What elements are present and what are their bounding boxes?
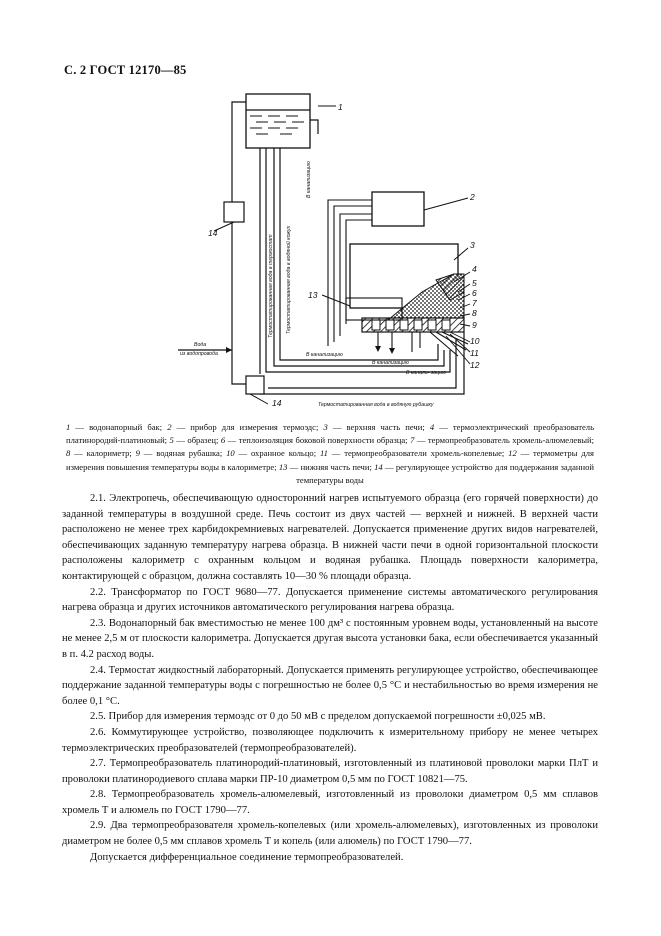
paragraph-2-1: 2.1. Электропечь, обеспечивающую односторонний нагрев испытуемого образца (его горячей поверхности) до заданной температуры в воздушной среде. Печь состоит из двух частей — верхней и нижней. В верхней части расположено не менее трех карбидокремниевых нагревателей. Допускается применение других видов нагревателей, обеспечивающих заданную температуру нагрева образца. В нижней части печи в одной горизонтальной плоскости расположены калориметр с охранным кольцом и водяная рубашка. Площадь поверхности калориметра, контактирующей с образцом, должна составлять 10—30 % площади образца. bbox=[62, 493, 598, 582]
caption-item-14: 14 — регулирующее устройство для поддержания заданной температуры воды bbox=[296, 461, 594, 485]
callout-9: 9 bbox=[472, 320, 477, 330]
paragraph-2-6: 2.6. Коммутирующее устройство, позволяющее подключить к измерительному прибору не менее четырех термоэлектрических преобразователей (термопреобразователей). bbox=[62, 726, 598, 754]
label-to-sewer-mid: В канализацию bbox=[372, 360, 409, 366]
label-to-sewer-right: В канали- зацию bbox=[406, 370, 446, 376]
label-water-supply-1: Вода bbox=[194, 342, 207, 348]
body-text bbox=[62, 491, 598, 865]
caption-item-6: 6 — теплоизоляция боковой поверхности образца; bbox=[220, 435, 408, 446]
label-to-sewer-top: В канализацию bbox=[306, 161, 312, 198]
label-to-sewer-low: В канализацию bbox=[306, 352, 343, 358]
callout-10: 10 bbox=[470, 336, 480, 346]
paragraph-2-8: 2.8. Термопреобразователь хромель-алюмелевый, изготовленный из проволоки диаметром 0,5 мм сплавов хромель Т и алюмель по ГОСТ 1790—77. bbox=[62, 789, 598, 816]
callout-12: 12 bbox=[470, 360, 480, 370]
label-to-thermostat-1: Термостатированная вода в термостат bbox=[268, 234, 274, 338]
caption-item-10: 10 — охранное кольцо; bbox=[226, 448, 317, 459]
paragraph-2-5: 2.5. Прибор для измерения термоэдс от 0 до 50 мВ с пределом допускаемой погрешности ±0,025 мВ. bbox=[90, 711, 546, 723]
callout-13: 13 bbox=[308, 290, 318, 300]
regulator-box-upper bbox=[224, 202, 244, 222]
paragraph-differential: Допускается дифференциальное соединение термопреобразователей. bbox=[90, 851, 404, 863]
label-to-thermostat-2: Термостатированная вода в водяной кожух bbox=[286, 225, 292, 334]
callout-2: 2 bbox=[470, 192, 475, 202]
label-water-supply-2: из водопровода bbox=[180, 351, 218, 357]
caption-item-8: 8 — калориметр; bbox=[66, 448, 132, 459]
water-tank bbox=[246, 94, 310, 148]
figure-caption bbox=[66, 421, 594, 487]
callout-14-upper: 14 bbox=[208, 228, 218, 238]
paragraph-2-9: 2.9. Два термопреобразователя хромель-копелевых (или хромель-алюмелевых), изготовленных из проволоки диаметром не более 0,5 мм сплавов хромель Т и копель (или алюмель) по ГОСТ 1790—77. bbox=[62, 820, 598, 848]
page-header: С. 2 ГОСТ 12170—85 bbox=[64, 63, 187, 77]
callout-4: 4 bbox=[472, 264, 477, 274]
caption-item-5: 5 — образец; bbox=[169, 435, 219, 446]
caption-item-11: 11 — термопреобразователи хромель-копелевые; bbox=[319, 448, 505, 459]
paragraph-2-7: 2.7. Термопреобразователь платинородий-платиновый, изготовленный из платиновой проволоки марки ПлТ и проволоки платинородиевого сплава марки ПР-10 диаметром 0,5 мм по ГОСТ 10821—75. bbox=[62, 758, 598, 785]
callout-3: 3 bbox=[470, 240, 475, 250]
callout-5: 5 bbox=[472, 278, 477, 288]
callout-1: 1 bbox=[338, 102, 343, 112]
caption-item-12: 12 — термометры для измерения повышения температуры воды в калориметре; bbox=[66, 448, 594, 472]
paragraph-2-3: 2.3. Водонапорный бак вместимостью не менее 100 дм³ с постоянным уровнем воды, установленный на высоте не менее 2,5 м от плоскости калориметра. Допускается другая высота установки бака, если обеспечивается указанный в п. 4.2 расход воды. bbox=[62, 617, 598, 660]
caption-item-1: 1 — водонапорный бак; bbox=[66, 422, 163, 432]
callout-7: 7 bbox=[472, 298, 477, 308]
callout-11: 11 bbox=[470, 348, 479, 358]
caption-item-7: 7 — термопреобразователь хромель-алюмелевый; bbox=[410, 435, 595, 446]
caption-item-13: 13 — нижняя часть печи; bbox=[278, 461, 372, 472]
caption-item-4: 4 — термоэлектрический преобразователь платинородий-платиновый; bbox=[66, 422, 595, 446]
regulator-box-lower bbox=[246, 376, 264, 394]
paragraph-2-4: 2.4. Термостат жидкостный лабораторный. Допускается применять регулирующее устройство, обеспечивающее поддержание заданной температуры воды с погрешностью не более 0,5 °С и нестабильностью во время измерения не более 0,1 °С. bbox=[62, 664, 598, 707]
callout-6: 6 bbox=[472, 288, 477, 298]
callout-8: 8 bbox=[472, 308, 477, 318]
caption-item-3: 3 — верхняя часть печи; bbox=[323, 422, 425, 432]
apparatus-diagram bbox=[150, 88, 510, 420]
label-water-jacket: Термостатированная вода в водяную рубашку bbox=[318, 402, 434, 408]
caption-item-2: 2 — прибор для измерения термоэдс; bbox=[167, 422, 319, 432]
paragraph-2-2: 2.2. Трансформатор по ГОСТ 9680—77. Допускается применение системы автоматического регулирования нагрева образца и других источников автоматического регулирования нагрева образца. bbox=[62, 586, 598, 614]
caption-item-9: 9 — водяная рубашка; bbox=[135, 448, 223, 459]
emf-meter bbox=[372, 192, 424, 226]
callout-14-lower: 14 bbox=[272, 398, 282, 408]
